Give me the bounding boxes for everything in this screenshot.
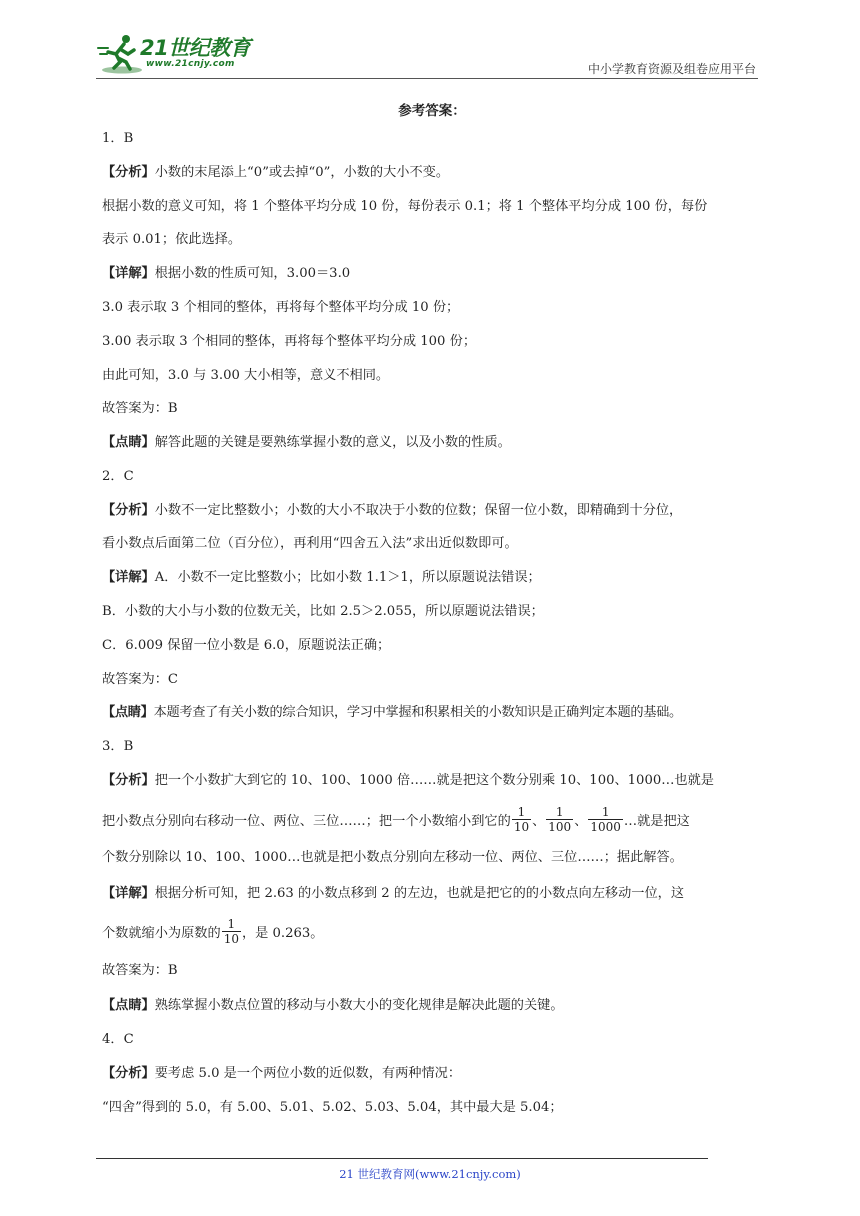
q2-answer: 故答案为：C [102, 672, 179, 687]
q2-detail-2: B．小数的大小与小数的位数无关，比如 2.5＞2.055，所以原题说法错误； [102, 604, 544, 619]
q4-analysis-2: “四舍”得到的 5.0，有 5.00、5.01、5.02、5.03、5.04，其中最大是 5.04； [102, 1100, 563, 1115]
q3-detail: 【详解】根据分析可知，把 2.63 的小数点移到 2 的左边，也就是把它的的小数点向左移动一位，这 [102, 886, 685, 901]
page-title: 参考答案： [398, 103, 466, 119]
q1-analysis-2a: 根据小数的意义可知，将 1 个整体平均分成 10 份，每份表示 0.1；将 1 个整体平均分成 100 份，每份 [102, 199, 708, 214]
q3-detail-b: 个数就缩小为原数的 $\frac{1}{10}$ ，是 0.263。 [102, 917, 324, 946]
q2-analysis: 【分析】小数不一定比整数小；小数的大小不取决于小数的位数；保留一位小数，即精确到十分位， [102, 503, 683, 518]
q4-number: 4．C [102, 1032, 134, 1047]
logo [96, 30, 266, 78]
q1-detail-2: 3.0 表示取 3 个相同的整体，再将每个整体平均分成 10 份； [102, 300, 460, 315]
q3-number: 3．B [102, 739, 134, 754]
q1-detail: 【详解】根据小数的性质可知，3.00＝3.0 [102, 266, 351, 281]
q2-number: 2．C [102, 469, 134, 484]
q4-analysis: 【分析】要考虑 5.0 是一个两位小数的近似数，有两种情况： [102, 1066, 462, 1081]
header-divider [96, 78, 758, 79]
q2-detail: 【详解】A．小数不一定比整数小；比如小数 1.1＞1，所以原题说法错误； [102, 570, 541, 585]
footer-link[interactable]: 21 世纪教育网(www.21cnjy.com) [339, 1167, 521, 1181]
q1-detail-3: 3.00 表示取 3 个相同的整体，再将每个整体平均分成 100 份； [102, 334, 477, 349]
q3-analysis-b: 把小数点分别向右移动一位、两位、三位……；把一个小数缩小到它的 $\frac{1}{10}$ 、 $\frac{1}{100}$ 、 $\frac{1}{1000}$ …就是把这 [102, 805, 690, 834]
q3-answer: 故答案为：B [102, 963, 178, 978]
q1-analysis-2b: 表示 0.01；依此选择。 [102, 232, 242, 247]
fraction-1-100: $\frac{1}{100}$ [548, 805, 572, 834]
q2-detail-3: C．6.009 保留一位小数是 6.0，原题说法正确； [102, 638, 391, 653]
q3-analysis-c: 个数分别除以 10、100、1000…也就是把小数点分别向左移动一位、两位、三位……；据此解答。 [102, 850, 683, 865]
q1-number: 1．B [102, 131, 134, 146]
logo-url: www.21cnjy.com [146, 59, 235, 69]
logo-text: 21世纪教育 [140, 36, 251, 60]
q3-comment: 【点睛】熟练掌握小数点位置的移动与小数大小的变化规律是解决此题的关键。 [102, 998, 564, 1013]
platform-name: 中小学教育资源及组卷应用平台 [587, 62, 756, 76]
q3-analysis: 【分析】把一个小数扩大到它的 10、100、1000 倍……就是把这个数分别乘 10、100、1000…也就是 [102, 773, 714, 788]
q1-analysis: 【分析】小数的末尾添上“0”或去掉“0”，小数的大小不变。 [102, 165, 450, 180]
q2-analysis-b: 看小数点后面第二位（百分位），再利用“四舍五入法”求出近似数即可。 [102, 536, 518, 551]
page-header [96, 30, 758, 82]
fraction-1-10: $\frac{1}{10}$ [513, 805, 530, 834]
q1-answer: 故答案为：B [102, 401, 178, 416]
fraction-1-10-detail: $\frac{1}{10}$ [223, 917, 239, 946]
fraction-1-1000: $\frac{1}{1000}$ [590, 805, 621, 834]
q1-detail-4: 由此可知，3.0 与 3.00 大小相等，意义不相同。 [102, 368, 390, 383]
footer-divider [96, 1158, 708, 1159]
q1-comment: 【点睛】解答此题的关键是要熟练掌握小数的意义，以及小数的性质。 [102, 435, 511, 450]
runner-logo-icon [96, 32, 142, 76]
q2-comment: 【点睛】本题考查了有关小数的综合知识，学习中掌握和积累相关的小数知识是正确判定本题的基础。 [102, 705, 682, 720]
